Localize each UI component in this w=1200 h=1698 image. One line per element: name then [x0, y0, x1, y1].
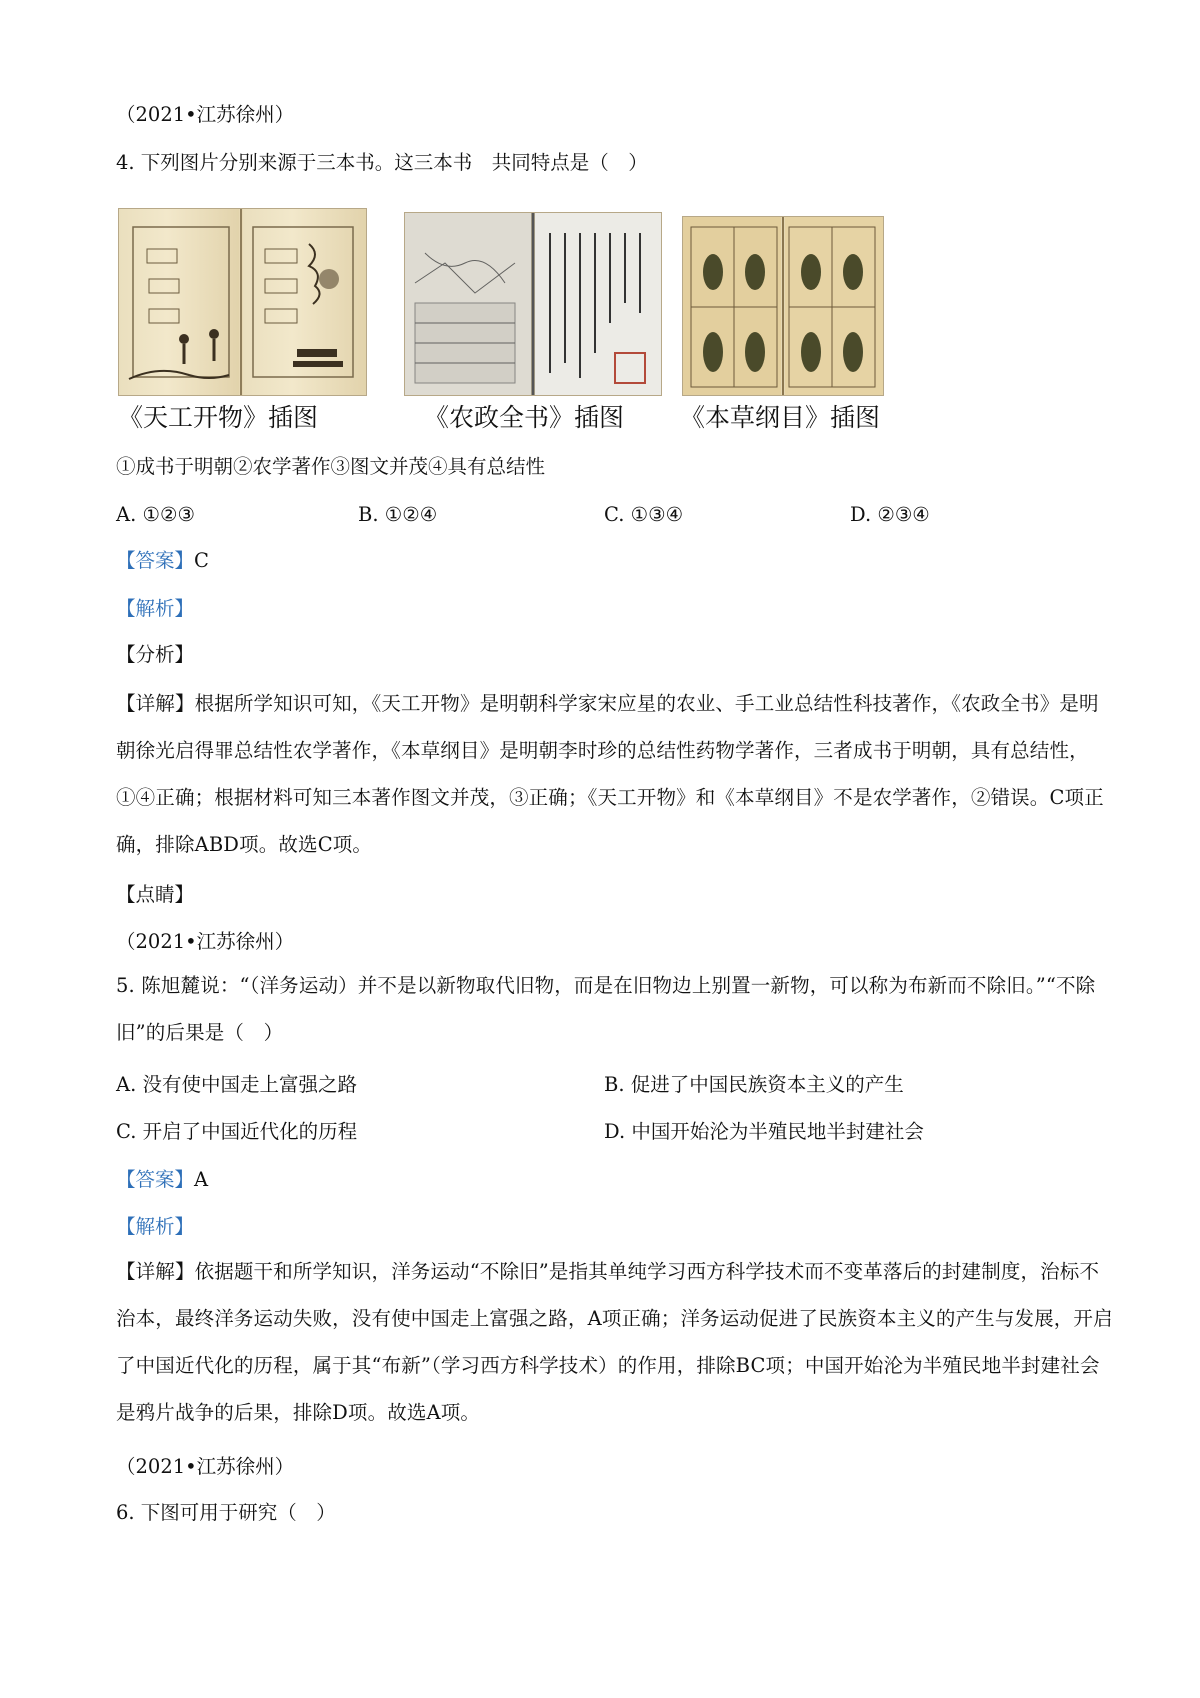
q5-option-c: C. 开启了中国近代化的历程: [116, 1120, 358, 1143]
q5-option-d: D. 中国开始沦为半殖民地半封建社会: [604, 1120, 924, 1143]
q4-option-c: C. ①③④: [604, 503, 684, 526]
caption-nongzheng-quanshu: 《农政全书》插图: [424, 403, 625, 432]
caption-bencao-gangmu: 《本草纲目》插图: [680, 403, 881, 432]
bencao-gangmu-illustration: [682, 216, 884, 396]
caption-tiangong-kaiwu: 《天工开物》插图: [118, 403, 319, 432]
q6-question: 6. 下图可用于研究（ ）: [116, 1501, 336, 1524]
q4-dianjing-label: 【点睛】: [116, 883, 195, 906]
detail-label: 【详解】: [116, 692, 195, 715]
q5-analysis-label: 【解析】: [116, 1215, 195, 1238]
q5-option-a: A. 没有使中国走上富强之路: [116, 1073, 357, 1096]
q5-question: 5. 陈旭麓说：“（洋务运动）并不是以新物取代旧物，而是在旧物边上别置一新物，可以称为布新而不除旧。”“不除旧”的后果是（ ）: [116, 974, 1096, 1044]
q5-option-b: B. 促进了中国民族资本主义的产生: [604, 1073, 904, 1096]
answer-label: 【答案】: [116, 549, 195, 572]
q5-source: （2021•江苏徐州）: [116, 930, 295, 953]
q4-option-b: B. ①②④: [358, 503, 438, 526]
tiangong-kaiwu-illustration: [118, 208, 367, 396]
answer-label: 【答案】: [116, 1168, 195, 1191]
q5-answer: [116, 1165, 208, 1195]
nongzheng-quanshu-illustration: [404, 212, 662, 396]
q5-detail: [116, 1248, 1116, 1436]
q4-source: （2021•江苏徐州）: [116, 103, 295, 126]
q4-statements: ①成书于明朝②农学著作③图文并茂④具有总结性: [116, 455, 546, 478]
q4-fenxi-label: 【分析】: [116, 643, 195, 666]
answer-value: C: [194, 549, 209, 572]
q4-detail: [116, 680, 1116, 868]
q6-source: （2021•江苏徐州）: [116, 1455, 295, 1478]
q4-answer: [116, 546, 209, 576]
detail-text: 依据题干和所学知识，洋务运动“不除旧”是指其单纯学习西方科学技术而不变革落后的封建制度，治标不治本，最终洋务运动失败，没有使中国走上富强之路，A项正确；洋务运动促进了民族资本主义的产生与发展，开启了中国近代化的历程，属于其“布新”（学习西方科学技术）的作用，排除BC项；中国开始沦为半殖民地半封建社会是鸦片战争的后果，排除D项。故选A项。: [116, 1260, 1113, 1424]
q4-option-a: A. ①②③: [116, 503, 195, 526]
q4-question: 4. 下列图片分别来源于三本书。这三本书 共同特点是（ ）: [116, 151, 648, 174]
q4-analysis-label: 【解析】: [116, 597, 195, 620]
answer-value: A: [194, 1168, 209, 1191]
detail-text: 根据所学知识可知，《天工开物》是明朝科学家宋应星的农业、手工业总结性科技著作，《农政全书》是明朝徐光启得罪总结性农学著作，《本草纲目》是明朝李时珍的总结性药物学著作，三者成书于明朝，具有总结性，①④正确；根据材料可知三本著作图文并茂，③正确；《天工开物》和《本草纲目》不是农学著作，②错误。C项正确，排除ABD项。故选C项。: [116, 692, 1104, 856]
detail-label: 【详解】: [116, 1260, 195, 1283]
q4-option-d: D. ②③④: [850, 503, 930, 526]
